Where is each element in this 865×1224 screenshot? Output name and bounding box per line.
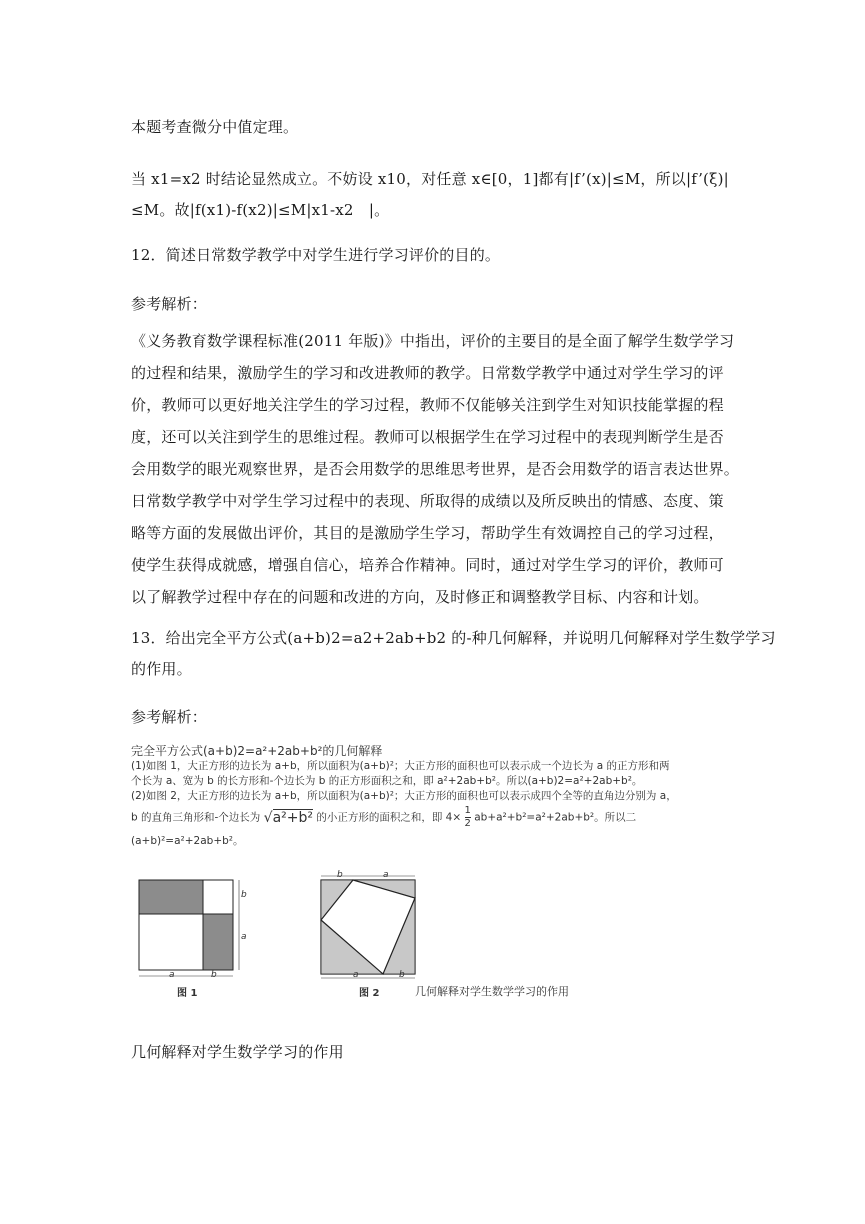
- figure-paragraph-1-line-2: 个长为 a、宽为 b 的长方形和-个边长为 b 的正方形面积之和，即 a²+2ab+b²。所以(a+b)2=a²+2ab+b²。: [131, 775, 643, 787]
- figure-heading: 完全平方公式(a+b)2=a²+2ab+b²的几何解释: [131, 744, 383, 758]
- figure-paragraph-2-line-2: [131, 805, 636, 830]
- figure-paragraph-2-line-1: (2)如图 2，大正方形的边长为 a+b，所以面积为(a+b)²；大正方形的面积也可以表示成四个全等的直角边分别为 a，: [131, 790, 677, 802]
- figure-1-diagram: [137, 878, 249, 982]
- q12-answer-line: 价，教师可以更好地关注学生的学习过程，教师不仅能够关注到学生对知识技能掌握的程: [131, 396, 724, 414]
- figure-1-label-b-side: b: [241, 890, 247, 900]
- top-left-shaded-square: [139, 880, 203, 914]
- q12-answer-line: 会用数学的眼光观察世界，是否会用数学的思维思考世界，是否会用数学的语言表达世界。: [131, 460, 740, 478]
- q12-answer-line: 的过程和结果，激励学生的学习和改进教师的教学。日常数学教学中通过对学生学习的评: [131, 364, 724, 382]
- figure-side-caption: 几何解释对学生数学学习的作用: [415, 985, 569, 998]
- fraction-numerator: 1: [464, 805, 471, 816]
- closing-line: 几何解释对学生数学学习的作用: [131, 1043, 344, 1061]
- q12-answer-line: 《义务教育数学课程标准(2011 年版)》中指出，评价的主要目的是全面了解学生数学学习: [131, 332, 735, 350]
- q12-answer-line: 略等方面的发展做出评价，其目的是激励学生学习，帮助学生有效调控自己的学习过程，: [131, 524, 724, 542]
- top-right-rect: [203, 880, 233, 914]
- figure-1-caption: 图 1: [177, 988, 198, 999]
- figure-p2-text-c: ab+a²+b²=a²+2ab+b²。所以二: [474, 811, 637, 824]
- sqrt-radicand: a²+b²: [272, 809, 313, 826]
- figure-paragraph-2-line-3: (a+b)²=a²+2ab+b²。: [131, 835, 244, 847]
- q12-answer-line: 使学生获得成就感，增强自信心，培养合作精神。同时，通过对学生学习的评价，教师可: [131, 556, 724, 574]
- figure-1-label-b: b: [211, 970, 217, 980]
- fraction-denominator: 2: [464, 818, 471, 829]
- reference-label: 参考解析：: [131, 295, 208, 313]
- q11-proof-line-1: 当 x1=x2 时结论显然成立。不妨设 x10，对任意 x∈[0，1]都有|f’(x)|≤M，所以|f’(ξ)|: [131, 170, 729, 188]
- topic-line: 本题考查微分中值定理。: [131, 118, 299, 136]
- q12-answer-line: 以了解教学过程中存在的问题和改进的方向，及时修正和调整教学目标、内容和计划。: [131, 588, 709, 606]
- figure-2-label-b-bottom: b: [399, 970, 405, 980]
- q11-proof-line-2: ≤M。故|f(x1)-f(x2)|≤M|x1-x2 |。: [131, 201, 390, 219]
- q12-answer-line: 度，还可以关注到学生的思维过程。教师可以根据学生在学习过程中的表现判断学生是否: [131, 428, 724, 446]
- figure-paragraph-1-line-1: (1)如图 1，大正方形的边长为 a+b，所以面积为(a+b)²；大正方形的面积也可以表示成一个边长为 a 的正方形和两: [131, 760, 670, 772]
- figure-1-label-a-side: a: [241, 932, 247, 942]
- figure-2-label-b-top: b: [337, 870, 343, 880]
- fraction-one-half: [465, 805, 471, 830]
- bottom-left-rect: [139, 914, 203, 970]
- figure-2-caption: 图 2: [359, 988, 380, 999]
- figure-2-diagram: [317, 872, 427, 982]
- q13-title-line-1: 13．给出完全平方公式(a+b)2=a2+2ab+b2 的-种几何解释，并说明几何解释对学生数学学习: [131, 629, 776, 647]
- geometric-explanation-figure: [131, 742, 677, 999]
- bottom-right-shaded-rect: [203, 914, 233, 970]
- q12-title: 12．简述日常数学教学中对学生进行学习评价的目的。: [131, 246, 501, 264]
- figure-1-label-a: a: [169, 970, 175, 980]
- q12-answer-line: 日常数学教学中对学生学习过程中的表现、所取得的成绩以及所反映出的情感、态度、策: [131, 492, 724, 510]
- q13-title-line-2: 的作用。: [131, 660, 192, 678]
- figure-p2-text-b: 的小正方形的面积之和，即 4×: [316, 811, 462, 824]
- figure-p2-text-a: b 的直角三角形和-个边长为: [131, 811, 261, 824]
- figure-2-label-a-bottom: a: [353, 970, 359, 980]
- reference-label: 参考解析：: [131, 708, 208, 726]
- sqrt-expression: √a²+b²: [263, 809, 313, 826]
- figure-2-label-a-top: a: [383, 870, 389, 880]
